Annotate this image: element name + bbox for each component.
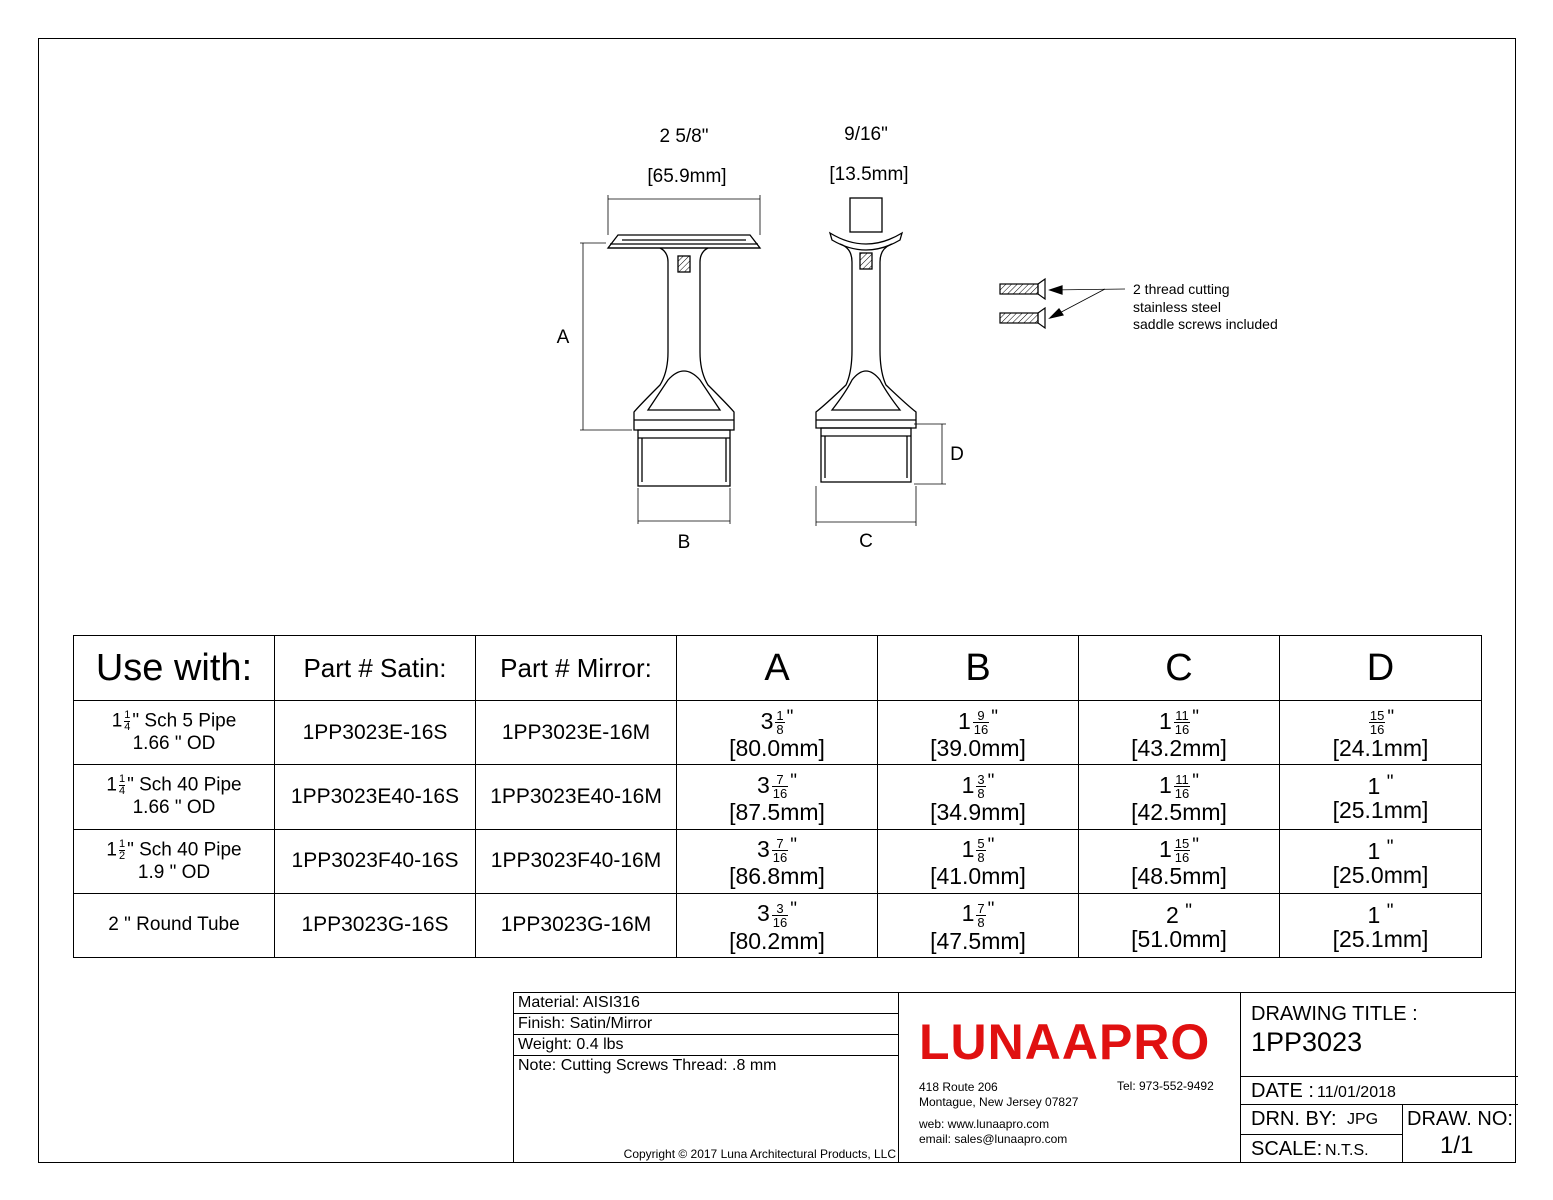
dim-b-cell: 1 $\frac{7}{8}$ " [47.5mm] — [878, 893, 1079, 957]
dim-a-cell: 3 $\frac{3}{16}$ " [80.2mm] — [677, 893, 878, 957]
part-mirror-cell: 1PP3023E40-16M — [476, 765, 677, 829]
dim-d-cell: 1 " [25.1mm] — [1280, 765, 1482, 829]
dimension-label-a: A — [556, 327, 570, 348]
copyright-text: Copyright © 2017 Luna Architectural Products, LLC — [623, 1147, 896, 1161]
dimension-label-c: C — [859, 531, 873, 552]
dim-c-cell: 1 $\frac{11}{16}$ " [43.2mm] — [1079, 701, 1280, 765]
drawing-title-value: 1PP3023 — [1251, 1027, 1363, 1057]
header-use-with: Use with: — [74, 636, 275, 701]
material-info — [514, 993, 899, 1163]
draw-no-label: DRAW. NO: — [1407, 1108, 1513, 1130]
dim-d-cell: 1 " [25.1mm] — [1280, 893, 1482, 957]
web-text: web: www.lunaapro.com — [919, 1117, 1050, 1131]
material-text: Material: AISI316 — [514, 993, 899, 1014]
dim-a-cell: 3 $\frac{7}{16}$ " [87.5mm] — [677, 765, 878, 829]
drawn-by-label: DRN. BY: — [1251, 1108, 1337, 1130]
dim-d-cell: 1 " [25.0mm] — [1280, 829, 1482, 893]
table-row — [74, 829, 1482, 893]
part-satin-cell: 1PP3023E40-16S — [275, 765, 476, 829]
dim-c-cell: 2 " [51.0mm] — [1079, 893, 1280, 957]
dimension-label-d: D — [950, 444, 964, 465]
side-width-mm: [13.5mm] — [829, 164, 909, 185]
drawing-info — [1240, 993, 1517, 1163]
scale-label: SCALE: — [1251, 1138, 1323, 1160]
use-with-cell: 1 $\frac{1}{2}$ " Sch 40 Pipe 1.9 " OD — [74, 829, 275, 893]
dim-b-cell: 1 $\frac{9}{16}$ " [39.0mm] — [878, 701, 1079, 765]
note-text: Note: Cutting Screws Thread: .8 mm — [518, 1057, 777, 1074]
screw-note-line1: 2 thread cutting — [1133, 281, 1230, 297]
table-header-row — [74, 636, 1482, 701]
address-line1: 418 Route 206 — [919, 1080, 998, 1094]
header-c: C — [1079, 636, 1280, 701]
scale-value: N.T.S. — [1325, 1142, 1369, 1159]
part-mirror-cell: 1PP3023G-16M — [476, 893, 677, 957]
part-satin-cell: 1PP3023E-16S — [275, 701, 476, 765]
header-part-satin: Part # Satin: — [275, 636, 476, 701]
drawn-by-value: JPG — [1347, 1111, 1379, 1128]
finish-text: Finish: Satin/Mirror — [514, 1014, 899, 1035]
part-satin-cell: 1PP3023F40-16S — [275, 829, 476, 893]
use-with-cell: 1 $\frac{1}{4}$ " Sch 40 Pipe 1.66 " OD — [74, 765, 275, 829]
date-label: DATE : — [1251, 1080, 1314, 1102]
side-width-inch: 9/16" — [844, 124, 888, 145]
part-mirror-cell: 1PP3023F40-16M — [476, 829, 677, 893]
dim-c-cell: 1 $\frac{15}{16}$ " [48.5mm] — [1079, 829, 1280, 893]
dim-a-cell: 3 $\frac{7}{16}$ " [86.8mm] — [677, 829, 878, 893]
dim-b-cell: 1 $\frac{5}{8}$ " [41.0mm] — [878, 829, 1079, 893]
drawing-title-label: DRAWING TITLE : — [1251, 1003, 1418, 1025]
use-with-cell: 2 " Round Tube — [74, 893, 275, 957]
header-part-mirror: Part # Mirror: — [476, 636, 677, 701]
dim-a-cell: 3 $\frac{1}{8}$ " [80.0mm] — [677, 701, 878, 765]
phone-text: Tel: 973-552-9492 — [1117, 1079, 1214, 1093]
saddle-screws — [1000, 279, 1125, 328]
email-text: email: sales@lunaapro.com — [919, 1132, 1068, 1146]
use-with-cell: 1 $\frac{1}{4}$ " Sch 5 Pipe 1.66 " OD — [74, 701, 275, 765]
front-view — [608, 235, 760, 486]
draw-no-value: 1/1 — [1440, 1132, 1474, 1159]
screw-note-line3: saddle screws included — [1133, 316, 1278, 332]
top-width-mm: [65.9mm] — [647, 166, 727, 187]
dim-c-cell: 1 $\frac{11}{16}$ " [42.5mm] — [1079, 765, 1280, 829]
dim-b-cell: 1 $\frac{3}{8}$ " [34.9mm] — [878, 765, 1079, 829]
header-b: B — [878, 636, 1079, 701]
top-width-inch: 2 5/8" — [659, 126, 709, 147]
dim-d-cell: $\frac{15}{16}$ " [24.1mm] — [1280, 701, 1482, 765]
side-view — [816, 198, 916, 482]
weight-text: Weight: 0.4 lbs — [514, 1035, 899, 1056]
title-block — [513, 992, 1516, 1163]
address-line2: Montague, New Jersey 07827 — [919, 1095, 1079, 1109]
table-row — [74, 765, 1482, 829]
part-mirror-cell: 1PP3023E-16M — [476, 701, 677, 765]
header-a: A — [677, 636, 878, 701]
header-d: D — [1280, 636, 1482, 701]
spec-table — [73, 635, 1482, 958]
company-info — [899, 993, 1240, 1163]
dimension-label-b: B — [677, 532, 691, 553]
table-row — [74, 701, 1482, 765]
company-logo: LUNAAPRO — [919, 1014, 1211, 1070]
screw-note-line2: stainless steel — [1133, 299, 1221, 315]
date-value: 11/01/2018 — [1317, 1084, 1396, 1101]
side-dimensions — [816, 424, 946, 526]
table-row — [74, 893, 1482, 957]
part-satin-cell: 1PP3023G-16S — [275, 893, 476, 957]
